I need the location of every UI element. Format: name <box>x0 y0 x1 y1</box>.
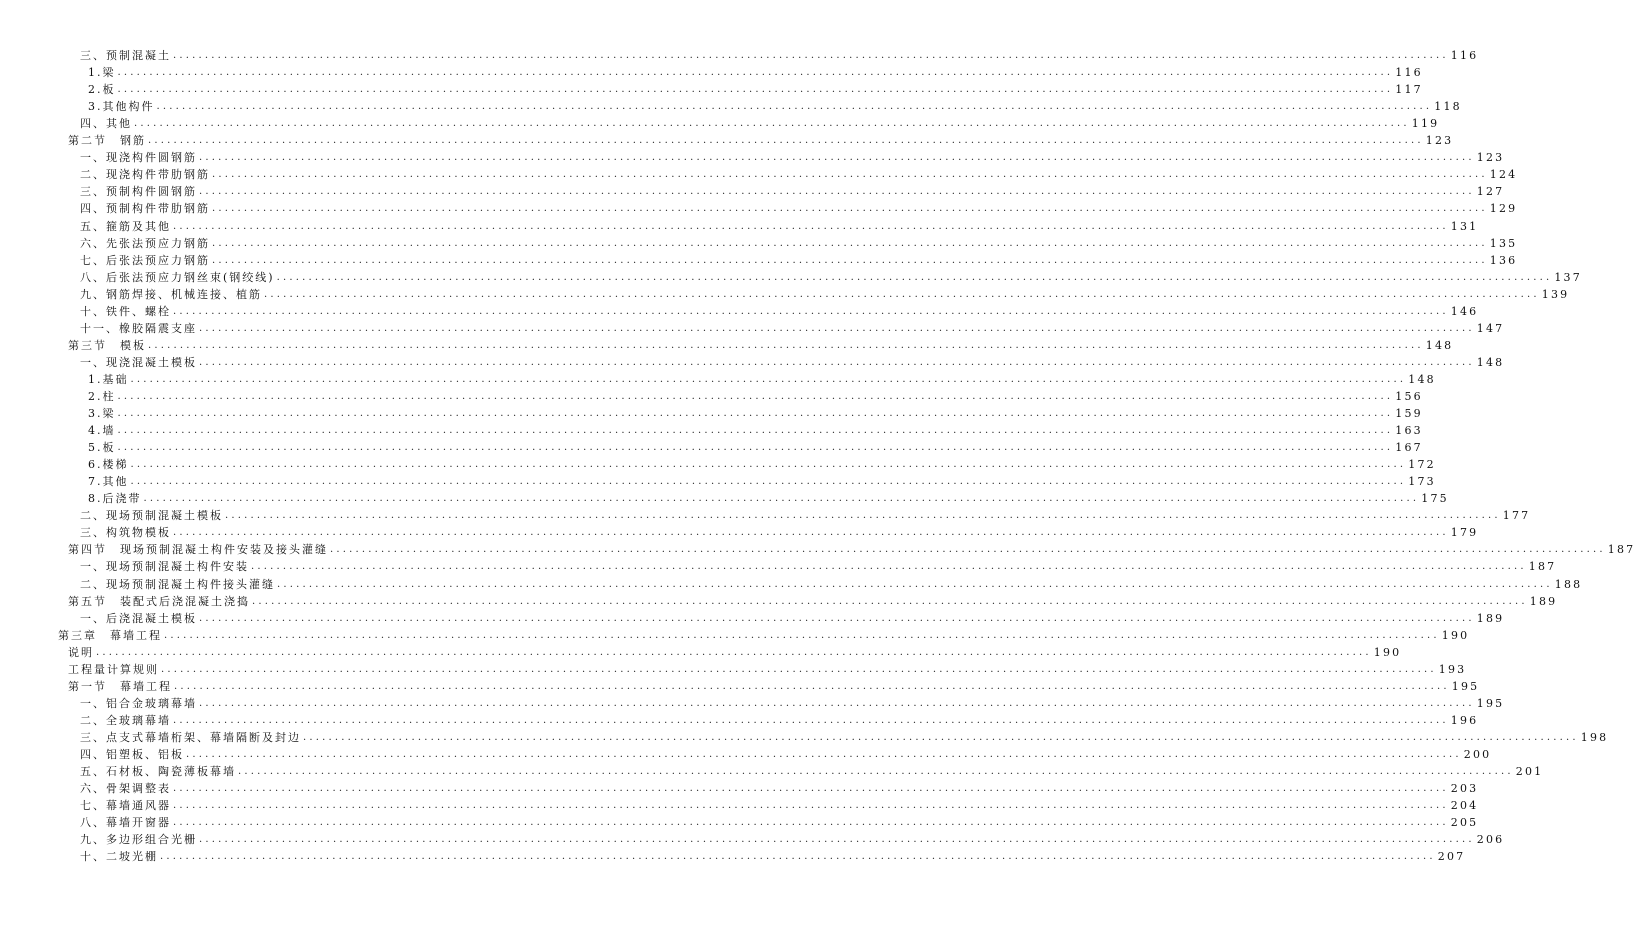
dot-leader: ........................................................................................................................................................................................................ <box>199 152 1475 164</box>
dot-leader: ........................................................................................................................................................................................................ <box>186 748 1462 760</box>
table-of-contents <box>0 45 1635 864</box>
toc-entry[interactable] <box>0 386 1423 403</box>
toc-entry-page-number: 146 <box>1450 304 1479 318</box>
dot-leader: ........................................................................................................................................................................................................ <box>199 322 1475 334</box>
dot-leader: ........................................................................................................................................................................................................ <box>173 714 1449 726</box>
toc-entry[interactable] <box>0 437 1423 455</box>
toc-entry-label: 第二节 钢筋 <box>68 134 146 148</box>
dot-leader: ........................................................................................................................................................................................................ <box>117 67 1394 79</box>
toc-entry-page-number: 193 <box>1438 662 1467 676</box>
toc-entry[interactable] <box>0 744 1492 761</box>
toc-entry-page-number: 190 <box>1441 628 1470 642</box>
toc-entry-label: 二、现场预制混凝土模板 <box>80 509 223 523</box>
toc-entry-label: 七、后张法预应力钢筋 <box>80 253 210 267</box>
toc-entry-label: 八、幕墙开窗器 <box>80 816 171 830</box>
toc-entry-label: 3.梁 <box>88 407 116 421</box>
toc-entry-page-number: 135 <box>1489 236 1518 250</box>
toc-entry[interactable] <box>0 45 1479 63</box>
toc-entry-page-number: 136 <box>1489 253 1518 267</box>
toc-entry-label: 第一节 幕墙工程 <box>68 679 172 693</box>
dot-leader: ........................................................................................................................................................................................................ <box>173 527 1449 539</box>
toc-entry-page-number: 195 <box>1451 679 1480 693</box>
toc-entry[interactable] <box>0 130 1454 148</box>
dot-leader: ........................................................................................................................................................................................................ <box>156 101 1433 113</box>
toc-entry[interactable] <box>0 659 1467 676</box>
toc-entry-label: 一、现浇构件圆钢筋 <box>80 151 197 165</box>
toc-entry[interactable] <box>0 795 1479 813</box>
dot-leader: ........................................................................................................................................................................................................ <box>143 493 1420 505</box>
toc-entry-label: 一、现场预制混凝土构件安装 <box>80 560 249 574</box>
dot-leader: ........................................................................................................................................................................................................ <box>212 237 1488 249</box>
toc-entry-page-number: 179 <box>1450 526 1479 540</box>
toc-entry-page-number: 173 <box>1408 475 1436 489</box>
toc-entry-page-number: 129 <box>1489 202 1518 216</box>
toc-entry[interactable] <box>0 471 1436 489</box>
toc-entry[interactable] <box>0 761 1544 779</box>
toc-entry[interactable] <box>0 454 1436 472</box>
toc-entry-label: 1.梁 <box>88 66 116 80</box>
toc-entry[interactable] <box>0 522 1479 540</box>
dot-leader: ........................................................................................................................................................................................................ <box>277 578 1553 590</box>
toc-entry-page-number: 116 <box>1450 49 1479 63</box>
toc-entry[interactable] <box>0 96 1462 114</box>
toc-entry[interactable] <box>0 573 1583 591</box>
dot-leader: ........................................................................................................................................................................................................ <box>276 271 1553 283</box>
toc-entry[interactable] <box>0 710 1479 727</box>
toc-entry-page-number: 127 <box>1476 185 1505 199</box>
toc-entry-page-number: 200 <box>1463 747 1492 761</box>
dot-leader: ........................................................................................................................................................................................................ <box>199 697 1475 709</box>
toc-entry[interactable] <box>0 556 1557 574</box>
toc-entry-page-number: 119 <box>1411 117 1440 131</box>
toc-entry[interactable] <box>0 147 1505 165</box>
toc-entry[interactable] <box>0 625 1470 642</box>
toc-entry-page-number: 187 <box>1528 560 1557 574</box>
dot-leader: ........................................................................................................................................................................................................ <box>199 186 1475 198</box>
dot-leader: ........................................................................................................................................................................................................ <box>160 851 1436 863</box>
toc-entry-label: 七、幕墙通风器 <box>80 799 171 813</box>
toc-entry-label: 二、全玻璃幕墙 <box>80 713 171 727</box>
toc-entry[interactable] <box>0 642 1402 659</box>
toc-entry[interactable] <box>0 164 1518 182</box>
toc-entry[interactable] <box>0 420 1423 438</box>
toc-entry-page-number: 139 <box>1541 287 1570 301</box>
toc-entry[interactable] <box>0 267 1582 284</box>
toc-entry-page-number: 187 <box>1607 543 1635 557</box>
toc-entry-label: 说明 <box>68 645 94 659</box>
toc-entry[interactable] <box>0 693 1505 710</box>
dot-leader: ........................................................................................................................................................................................................ <box>174 680 1450 692</box>
toc-entry-page-number: 116 <box>1395 66 1423 80</box>
toc-entry-page-number: 195 <box>1476 696 1505 710</box>
toc-entry[interactable] <box>0 352 1505 369</box>
dot-leader: ........................................................................................................................................................................................................ <box>212 254 1488 266</box>
toc-entry[interactable] <box>0 539 1635 557</box>
dot-leader: ........................................................................................................................................................................................................ <box>173 220 1449 232</box>
toc-entry-label: 三、构筑物模板 <box>80 526 171 540</box>
toc-entry-page-number: 118 <box>1434 100 1462 114</box>
toc-entry-page-number: 148 <box>1476 355 1505 369</box>
toc-entry-label: 六、骨架调整表 <box>80 782 171 796</box>
toc-entry-label: 工程量计算规则 <box>68 662 159 676</box>
toc-entry[interactable] <box>0 727 1609 744</box>
toc-entry-label: 7.其他 <box>88 475 129 489</box>
toc-entry-label: 三、点支式幕墙桁架、幕墙隔断及封边 <box>80 730 301 744</box>
toc-entry-label: 5.板 <box>88 441 116 455</box>
dot-leader: ........................................................................................................................................................................................................ <box>148 339 1424 351</box>
toc-entry-page-number: 124 <box>1489 168 1518 182</box>
dot-leader: ........................................................................................................................................................................................................ <box>173 50 1449 62</box>
toc-entry-page-number: 205 <box>1450 816 1479 830</box>
toc-entry-page-number: 123 <box>1425 134 1454 148</box>
toc-entry[interactable] <box>0 318 1505 335</box>
toc-entry-page-number: 190 <box>1373 645 1402 659</box>
toc-entry[interactable] <box>0 676 1480 693</box>
toc-entry-page-number: 204 <box>1450 799 1479 813</box>
toc-entry-page-number: 203 <box>1450 782 1479 796</box>
toc-entry-label: 第三节 模板 <box>68 338 146 352</box>
toc-entry-page-number: 147 <box>1476 321 1505 335</box>
toc-entry-page-number: 148 <box>1425 338 1454 352</box>
toc-entry-label: 十、铁件、螺栓 <box>80 304 171 318</box>
toc-entry-label: 3.其他构件 <box>88 100 155 114</box>
toc-entry-label: 四、预制构件带肋钢筋 <box>80 202 210 216</box>
toc-entry-label: 五、石材板、陶瓷薄板幕墙 <box>80 765 236 779</box>
toc-entry-label: 2.板 <box>88 83 116 97</box>
toc-entry[interactable] <box>0 250 1518 267</box>
toc-entry-label: 九、钢筋焊接、机械连接、植筋 <box>80 287 262 301</box>
toc-entry-label: 九、多边形组合光栅 <box>80 833 197 847</box>
toc-entry-label: 八、后张法预应力钢丝束(钢绞线) <box>80 270 275 284</box>
toc-entry-page-number: 189 <box>1529 594 1558 608</box>
toc-entry[interactable] <box>0 403 1423 421</box>
dot-leader: ........................................................................................................................................................................................................ <box>330 544 1606 556</box>
toc-entry-page-number: 131 <box>1450 219 1479 233</box>
toc-entry-page-number: 156 <box>1395 389 1423 403</box>
dot-leader: ........................................................................................................................................................................................................ <box>164 629 1440 641</box>
toc-entry-page-number: 172 <box>1408 458 1436 472</box>
dot-leader: ........................................................................................................................................................................................................ <box>117 425 1394 437</box>
dot-leader: ........................................................................................................................................................................................................ <box>251 561 1527 573</box>
dot-leader: ........................................................................................................................................................................................................ <box>117 84 1394 96</box>
dot-leader: ........................................................................................................................................................................................................ <box>252 595 1528 607</box>
toc-entry-label: 二、现场预制混凝土构件接头灌缝 <box>80 577 275 591</box>
dot-leader: ........................................................................................................................................................................................................ <box>238 766 1514 778</box>
dot-leader: ........................................................................................................................................................................................................ <box>130 459 1407 471</box>
toc-entry-page-number: 201 <box>1515 765 1544 779</box>
toc-entry-page-number: 175 <box>1421 492 1449 506</box>
toc-entry[interactable] <box>0 79 1423 97</box>
toc-entry-label: 第三章 幕墙工程 <box>58 628 162 642</box>
toc-entry-label: 2.柱 <box>88 389 116 403</box>
toc-entry-page-number: 206 <box>1476 833 1505 847</box>
toc-entry-page-number: 189 <box>1476 611 1505 625</box>
toc-entry[interactable] <box>0 778 1479 796</box>
toc-entry-page-number: 159 <box>1395 407 1423 421</box>
toc-entry[interactable] <box>0 284 1570 301</box>
dot-leader: ........................................................................................................................................................................................................ <box>134 118 1410 130</box>
toc-entry[interactable] <box>0 198 1518 216</box>
toc-entry-label: 四、铝塑板、铝板 <box>80 747 184 761</box>
toc-entry-label: 四、其他 <box>80 117 132 131</box>
dot-leader: ........................................................................................................................................................................................................ <box>96 646 1372 658</box>
dot-leader: ........................................................................................................................................................................................................ <box>212 169 1488 181</box>
dot-leader: ........................................................................................................................................................................................................ <box>303 731 1579 743</box>
toc-entry-label: 1.基础 <box>88 372 129 386</box>
toc-entry-page-number: 167 <box>1395 441 1423 455</box>
toc-entry-label: 一、现浇混凝土模板 <box>80 355 197 369</box>
dot-leader: ........................................................................................................................................................................................................ <box>173 305 1449 317</box>
toc-entry-label: 六、先张法预应力钢筋 <box>80 236 210 250</box>
toc-entry[interactable] <box>0 215 1479 233</box>
toc-entry-page-number: 137 <box>1554 270 1582 284</box>
toc-entry-page-number: 163 <box>1395 424 1423 438</box>
dot-leader: ........................................................................................................................................................................................................ <box>264 288 1540 300</box>
dot-leader: ........................................................................................................................................................................................................ <box>173 783 1449 795</box>
toc-entry-page-number: 177 <box>1502 509 1531 523</box>
toc-entry-label: 十、二坡光棚 <box>80 850 158 864</box>
dot-leader: ........................................................................................................................................................................................................ <box>225 510 1501 522</box>
toc-entry-label: 8.后浇带 <box>88 492 142 506</box>
toc-entry[interactable] <box>0 62 1423 80</box>
toc-entry-label: 十一、橡胶隔震支座 <box>80 321 197 335</box>
dot-leader: ........................................................................................................................................................................................................ <box>212 203 1488 215</box>
toc-entry-label: 三、预制构件圆钢筋 <box>80 185 197 199</box>
dot-leader: ........................................................................................................................................................................................................ <box>117 442 1394 454</box>
toc-entry[interactable] <box>0 505 1531 523</box>
toc-entry-label: 第五节 装配式后浇混凝土浇捣 <box>68 594 250 608</box>
toc-entry[interactable] <box>0 181 1505 199</box>
toc-entry-page-number: 148 <box>1408 372 1436 386</box>
toc-entry-label: 6.楼梯 <box>88 458 129 472</box>
dot-leader: ........................................................................................................................................................................................................ <box>199 834 1475 846</box>
dot-leader: ........................................................................................................................................................................................................ <box>173 800 1449 812</box>
toc-entry-label: 第四节 现场预制混凝土构件安装及接头灌缝 <box>68 543 328 557</box>
toc-entry[interactable] <box>0 812 1479 830</box>
dot-leader: ........................................................................................................................................................................................................ <box>130 373 1407 385</box>
dot-leader: ........................................................................................................................................................................................................ <box>117 390 1394 402</box>
toc-entry-page-number: 207 <box>1437 850 1466 864</box>
toc-entry[interactable] <box>0 369 1436 386</box>
toc-entry-label: 五、箍筋及其他 <box>80 219 171 233</box>
toc-entry-label: 一、铝合金玻璃幕墙 <box>80 696 197 710</box>
toc-entry-page-number: 117 <box>1395 83 1423 97</box>
toc-entry-page-number: 196 <box>1450 713 1479 727</box>
dot-leader: ........................................................................................................................................................................................................ <box>173 817 1449 829</box>
toc-entry-page-number: 188 <box>1554 577 1583 591</box>
toc-entry[interactable] <box>0 829 1505 847</box>
toc-entry[interactable] <box>0 301 1479 318</box>
toc-entry-page-number: 198 <box>1580 730 1609 744</box>
toc-entry[interactable] <box>0 335 1454 352</box>
toc-entry[interactable] <box>0 591 1558 608</box>
dot-leader: ........................................................................................................................................................................................................ <box>199 356 1475 368</box>
toc-entry-label: 一、后浇混凝土模板 <box>80 611 197 625</box>
toc-entry[interactable] <box>0 233 1518 250</box>
dot-leader: ........................................................................................................................................................................................................ <box>130 476 1407 488</box>
toc-entry-label: 三、预制混凝土 <box>80 49 171 63</box>
toc-entry[interactable] <box>0 846 1466 864</box>
toc-entry[interactable] <box>0 488 1449 506</box>
toc-entry[interactable] <box>0 608 1505 625</box>
dot-leader: ........................................................................................................................................................................................................ <box>161 663 1437 675</box>
dot-leader: ........................................................................................................................................................................................................ <box>117 408 1394 420</box>
toc-entry-label: 二、现浇构件带肋钢筋 <box>80 168 210 182</box>
toc-entry-page-number: 123 <box>1476 151 1505 165</box>
dot-leader: ........................................................................................................................................................................................................ <box>199 612 1475 624</box>
dot-leader: ........................................................................................................................................................................................................ <box>148 135 1424 147</box>
toc-entry-label: 4.墙 <box>88 424 116 438</box>
toc-entry[interactable] <box>0 113 1440 131</box>
